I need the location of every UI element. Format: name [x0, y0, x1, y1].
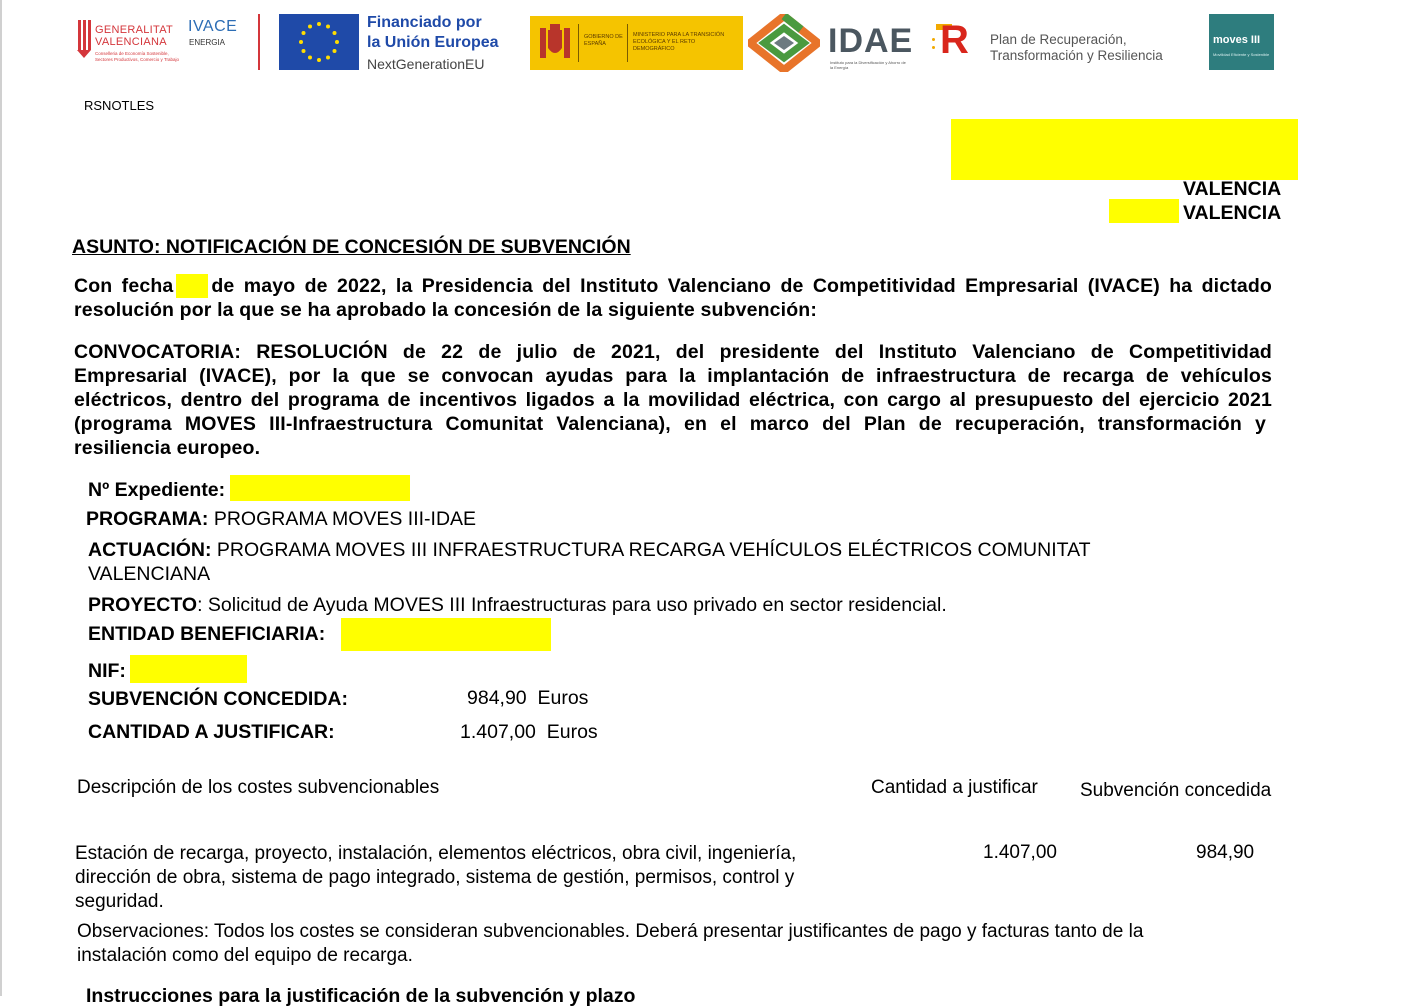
actuacion-value: PROGRAMA MOVES III INFRAESTRUCTURA RECARGA VEHÍCULOS ELÉCTRICOS COMUNITAT: [216, 539, 1091, 561]
subvencion-label: SUBVENCIÓN CONCEDIDA:: [88, 688, 349, 710]
subvencion-row: [88, 687, 348, 711]
convocatoria-line-3: eléctricos, dentro del programa de incentivos ligados a la movilidad eléctrica, con cargo al presupuesto del ejercicio 2021: [74, 389, 1272, 411]
cantidad-label: CANTIDAD A JUSTIFICAR:: [88, 721, 335, 743]
redacted-postal-code: [1109, 199, 1179, 223]
entidad-row: [88, 622, 325, 646]
observaciones: [77, 920, 1277, 968]
moves-logo: [1209, 14, 1274, 70]
convocatoria-line-4: (programa MOVES III-Infraestructura Comunitat Valenciana), en el marco del Plan de recuperación, transformación y: [74, 413, 1266, 435]
convocatoria-line-2: Empresarial (IVACE), por la que se convocan ayudas para la implantación de infraestructura de recarga de vehículos: [74, 365, 1272, 387]
header-logos: [0, 0, 1403, 90]
proyecto-value: : Solicitud de Ayuda MOVES III Infraestructuras para uso privado en sector residencial.: [197, 594, 947, 616]
redacted-entidad: [341, 618, 551, 651]
entidad-label: ENTIDAD BENEFICIARIA:: [88, 623, 326, 645]
costs-row-description: [75, 842, 875, 914]
actuacion-row: [88, 538, 1188, 586]
redacted-recipient-name: [951, 119, 1298, 180]
programa-value: PROGRAMA MOVES III-IDAE: [213, 508, 477, 530]
cantidad-row: [88, 720, 335, 744]
costs-row-subvencion: 984,90: [1196, 842, 1255, 863]
convocatoria-line-1: CONVOCATORIA: RESOLUCIÓN de 22 de julio de 2021, del presidente del Instituto Valenciano de Competitividad: [74, 341, 1272, 363]
cantidad-value: 1.407,00 Euros: [460, 721, 598, 743]
intro-part1: Con fecha: [74, 275, 174, 297]
ref-code: RSNOTLES: [84, 98, 155, 113]
eu-line3: NextGenerationEU: [367, 56, 485, 72]
gobierno-col2: MINISTERIO PARA LA TRANSICIÓN ECOLÓGICA Y EL RETO DEMOGRÁFICO: [633, 32, 725, 52]
generalitat-shield-icon: [76, 18, 92, 58]
proyecto-label: PROYECTO: [88, 594, 198, 616]
idae-logo: [748, 14, 914, 72]
intro-paragraph: [74, 274, 1272, 322]
address-city-1: VALENCIA: [1183, 178, 1282, 200]
redacted-expediente: [230, 475, 410, 501]
gobierno-col1: GOBIERNO DE ESPAÑA: [584, 34, 623, 47]
actuacion-value-2: VALENCIANA: [88, 563, 211, 585]
prtr-line2: Transformación y Resiliencia: [990, 48, 1163, 63]
proyecto-row: [88, 593, 947, 617]
nif-row: [88, 659, 126, 683]
gobierno-logo: [530, 16, 743, 70]
prtr-mark: R: [940, 18, 969, 62]
costs-header-subvencion: Subvención concedida: [1080, 780, 1272, 801]
costs-row-cantidad: 1.407,00: [983, 842, 1057, 863]
costs-header-cantidad: Cantidad a justificar: [871, 777, 1038, 798]
generalitat-logo: [76, 16, 186, 72]
programa-label: PROGRAMA:: [86, 508, 209, 530]
prtr-logo: [930, 18, 1190, 68]
gobierno-divider: [578, 24, 579, 62]
actuacion-label: ACTUACIÓN:: [88, 539, 212, 561]
redacted-day: [176, 274, 208, 298]
convocatoria-line-5: resiliencia europeo.: [74, 437, 261, 459]
gv-line1: GENERALITAT: [95, 24, 174, 36]
convocatoria-paragraph: [74, 340, 1272, 460]
costs-header-description: Descripción de los costes subvencionables: [77, 777, 440, 798]
ivace-sub: ENERGIA: [189, 38, 226, 47]
ivace-logo: [188, 18, 248, 58]
costs-desc-line-1: Estación de recarga, proyecto, instalación, elementos eléctricos, obra civil, ingeniería,: [75, 843, 797, 864]
idae-text: IDAE: [828, 22, 914, 60]
gv-sub: Conselleria de Economía Sostenible, Sectores Productivos, Comercio y Trabajo: [95, 51, 180, 62]
costs-desc-line-3: seguridad.: [75, 891, 164, 912]
expediente-row: [88, 478, 225, 502]
prtr-line1: Plan de Recuperación,: [990, 32, 1127, 47]
costs-desc-line-2: dirección de obra, sistema de pago integrado, sistema de gestión, permisos, control y: [75, 867, 795, 888]
address-city-2: VALENCIA: [1183, 202, 1282, 224]
eu-line1: Financiado por: [367, 14, 482, 31]
next-section-heading: Instrucciones para la justificación de la subvención y plazo: [86, 985, 636, 1007]
observaciones-line-1: Observaciones: Todos los costes se consideran subvencionables. Deberá presentar justificantes de pago y facturas tanto de la: [77, 921, 1144, 942]
expediente-label: Nº Expediente:: [88, 479, 226, 501]
idae-sub: Instituto para la Diversificación y Ahorro de la Energía: [830, 60, 906, 70]
intro-part2: de mayo de 2022, la Presidencia del Instituto Valenciano de Competitividad Empresarial (IVACE) ha dictado resolución por la que se ha aprobado la concesión de la siguiente subvención:: [74, 275, 1272, 321]
idae-diamond-icon: [748, 14, 820, 72]
ivace-text: IVACE: [188, 18, 238, 35]
eu-logo: [279, 14, 509, 72]
eu-line2: la Unión Europea: [367, 34, 499, 51]
nif-label: NIF:: [88, 660, 126, 682]
moves-sub: Movilidad Eficiente y Sostenible: [1213, 52, 1270, 57]
page-border: [0, 0, 2, 996]
subvencion-value: 984,90 Euros: [467, 687, 589, 709]
subject-line: ASUNTO: NOTIFICACIÓN DE CONCESIÓN DE SUBVENCIÓN: [72, 236, 631, 258]
spain-coat-of-arms-icon: [536, 22, 574, 64]
eu-flag-icon: [279, 14, 359, 70]
logo-divider: [258, 14, 260, 70]
prtr-mark-icon: [930, 20, 978, 64]
gobierno-divider2: [627, 24, 628, 62]
observaciones-line-2: instalación como del equipo de recarga.: [77, 945, 413, 966]
moves-text: moves III: [1213, 34, 1261, 46]
programa-row: [86, 507, 476, 531]
redacted-nif: [130, 655, 247, 683]
gv-line2: VALENCIANA: [95, 36, 167, 48]
